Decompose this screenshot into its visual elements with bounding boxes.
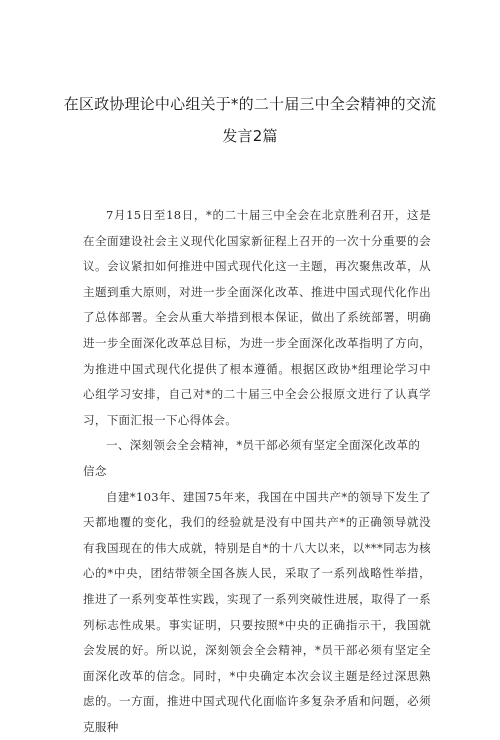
section-heading-1: 一、深刻领会全会精神，*员干部必须有坚定全面深化改革的信念 — [83, 438, 421, 478]
document-title-line-2: 发言2篇 — [222, 127, 278, 145]
paragraph-intro: 7月15日至18日，*的二十届三中全会在北京胜利召开，这是在全面建设社会主义现代化国家新征程上召开的一次十分重要的会议。会议紧扣如何推进中国式现代化这一主题，再次聚焦改革，从主题到重大原则，对进一步全面深化改革、推进中国式现代化作出了总体部署。全会从重大举措到根本保证，做出了系统部署，明确进一步全面深化改革总目标，为进一步全面深化改革指明了方向，为推进中国式现代化提供了根本遵循。根据区政协*组理论学习中心组学习安排，自己对*的二十届三中全会公报原文进行了认真学习，下面汇报一下心得体会。 — [83, 208, 431, 427]
document-title-line-1: 在区政协理论中心组关于*的二十届三中全会精神的交流 — [63, 95, 437, 113]
document-body — [83, 203, 431, 740]
paragraph-section-1: 自建*103年、建国75年来，我国在中国共产*的领导下发生了天都地覆的变化，我们的经验就是没有中国共产*的正确领导就没有我国现在的伟大成就，特别是自*的十八大以来，以***同志为核心的*中央，团结带领全国各族人民，采取了一系列战略性举措，推进了一系列变革性实践，实现了一系列突破性进展，取得了一系列标志性成果。事实证明，只要按照*中央的正确指示干，我国就会发展的好。所以说，深刻领会全会精神，*员干部必须有坚定全面深化改革的信念。同时，*中央确定本次会议主题是经过深思熟虑的。一方面，推进中国式现代化面临许多复杂矛盾和问题，必须克服种 — [83, 489, 431, 734]
